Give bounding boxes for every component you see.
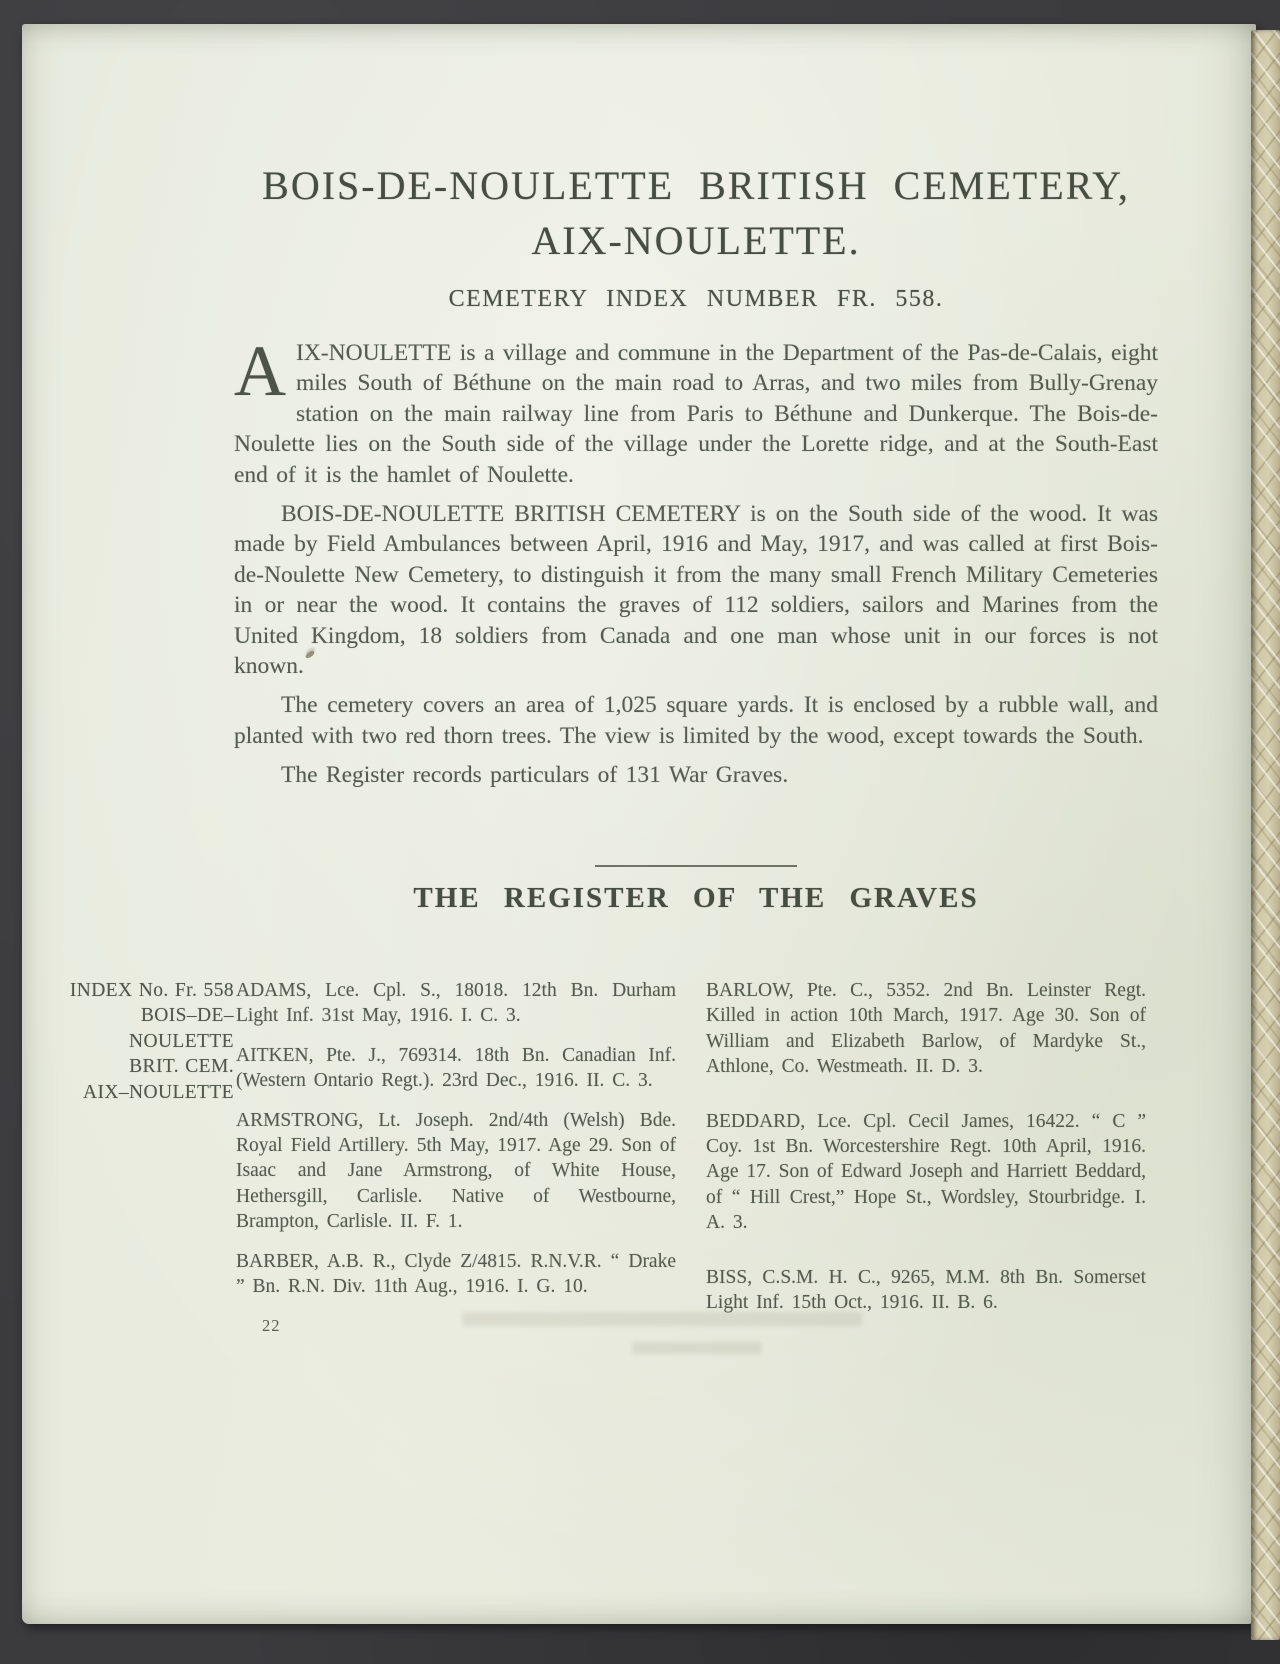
intro-paragraph-1-text: IX-NOULETTE is a village and commune in the Department of the Pas-de-Calais, eight miles South of Béthune on the main road to Arras, and two miles from Bully-Grenay station on the main railway line from Paris to Béthune and Dunkerque. The Bois-de-Noulette lies on the South side of the village under the Lorette ridge, and at the South-East end of it is the hamlet of Noulette.: [234, 340, 1158, 488]
cemetery-index-number: CEMETERY INDEX NUMBER FR. 558.: [448, 286, 944, 312]
register-column-2: [706, 978, 1146, 1344]
register-heading: THE REGISTER OF THE GRAVES: [413, 881, 979, 914]
intro-paragraph-4: The Register records particulars of 131 War Graves.: [281, 762, 789, 789]
grave-entry-aitken: AITKEN, Pte. J., 769314. 18th Bn. Canadian Inf. (Western Ontario Regt.). 23rd Dec., 1916. II. C. 3.: [236, 1044, 676, 1092]
grave-entry-adams: ADAMS, Lce. Cpl. S., 18018. 12th Bn. Durham Light Inf. 31st May, 1916. I. C. 3.: [236, 980, 676, 1027]
drop-cap: A: [234, 331, 286, 411]
grave-entry-barlow: BARLOW, Pte. C., 5352. 2nd Bn. Leinster Regt. Killed in action 10th March, 1917. Age 30. Son of William and Elizabeth Barlow, of Mardyke St., Athlone, Co. Westmeath. II. D. 3.: [706, 980, 1146, 1078]
intro-paragraph-1: [234, 331, 1158, 490]
section-divider: [595, 865, 797, 867]
register-of-graves: [52, 978, 1146, 1344]
intro-paragraph-2: BOIS-DE-NOULETTE BRITISH CEMETERY is on the South side of the wood. It was made by Field Ambulances between April, 1916 and May, 1917, and was called at first Bois-de-Noulette New Cemetery, to distinguish it from the many small French Military Cemeteries in or near the wood. It contains the graves of 112 soldiers, sailors and Marines from the United Kingdom, 18 soldiers from Canada and one man whose unit in our forces is not known.: [234, 501, 1158, 680]
margin-note-line: INDEX No. Fr. 558: [69, 980, 234, 1001]
page-number: 22: [262, 1316, 281, 1335]
grave-entry-barber: BARBER, A.B. R., Clyde Z/4815. R.N.V.R. “ Drake ” Bn. R.N. Div. 11th Aug., 1916. I. G. 10.: [236, 1250, 676, 1298]
margin-note: [52, 978, 234, 1105]
book-page: [22, 24, 1256, 1624]
margin-note-line: NOULETTE: [128, 1030, 234, 1052]
grave-entry-beddard: BEDDARD, Lce. Cpl. Cecil James, 16422. “ C ” Coy. 1st Bn. Worcestershire Regt. 10th April, 1916. Age 17. Son of Edward Joseph and Harriett Beddard, of “ Hill Crest,” Hope St., Wordsley, Stourbridge. I. A. 3.: [706, 1110, 1146, 1234]
grave-entry-biss: BISS, C.S.M. H. C., 9265, M.M. 8th Bn. Somerset Light Inf. 15th Oct., 1916. II. B. 6.: [706, 1266, 1146, 1314]
grave-entry-armstrong: ARMSTRONG, Lt. Joseph. 2nd/4th (Welsh) Bde. Royal Field Artillery. 5th May, 1917. Age 29. Son of Isaac and Jane Armstrong, of White House, Hethersgill, Carlisle. Native of Westbourne, Brampton, Carlisle. II. F. 1.: [236, 1109, 676, 1233]
cemetery-title-line2: AIX-NOULETTE.: [531, 218, 861, 263]
show-through-text: [462, 1312, 862, 1326]
cemetery-title-line1: BOIS-DE-NOULETTE BRITISH CEMETERY,: [262, 163, 1130, 208]
page-content: [234, 164, 1158, 915]
book-page-edges: [1251, 30, 1280, 1640]
register-column-1: [236, 978, 676, 1313]
margin-note-line: BRIT. CEM.: [129, 1056, 234, 1078]
margin-note-line: AIX–NOULETTE: [82, 1081, 234, 1103]
intro-paragraph-3: The cemetery covers an area of 1,025 square yards. It is enclosed by a rubble wall, and planted with two red thorn trees. The view is limited by the wood, except towards the South.: [234, 692, 1158, 749]
margin-note-line: BOIS–DE–: [140, 1005, 234, 1027]
show-through-text: [632, 1342, 762, 1354]
